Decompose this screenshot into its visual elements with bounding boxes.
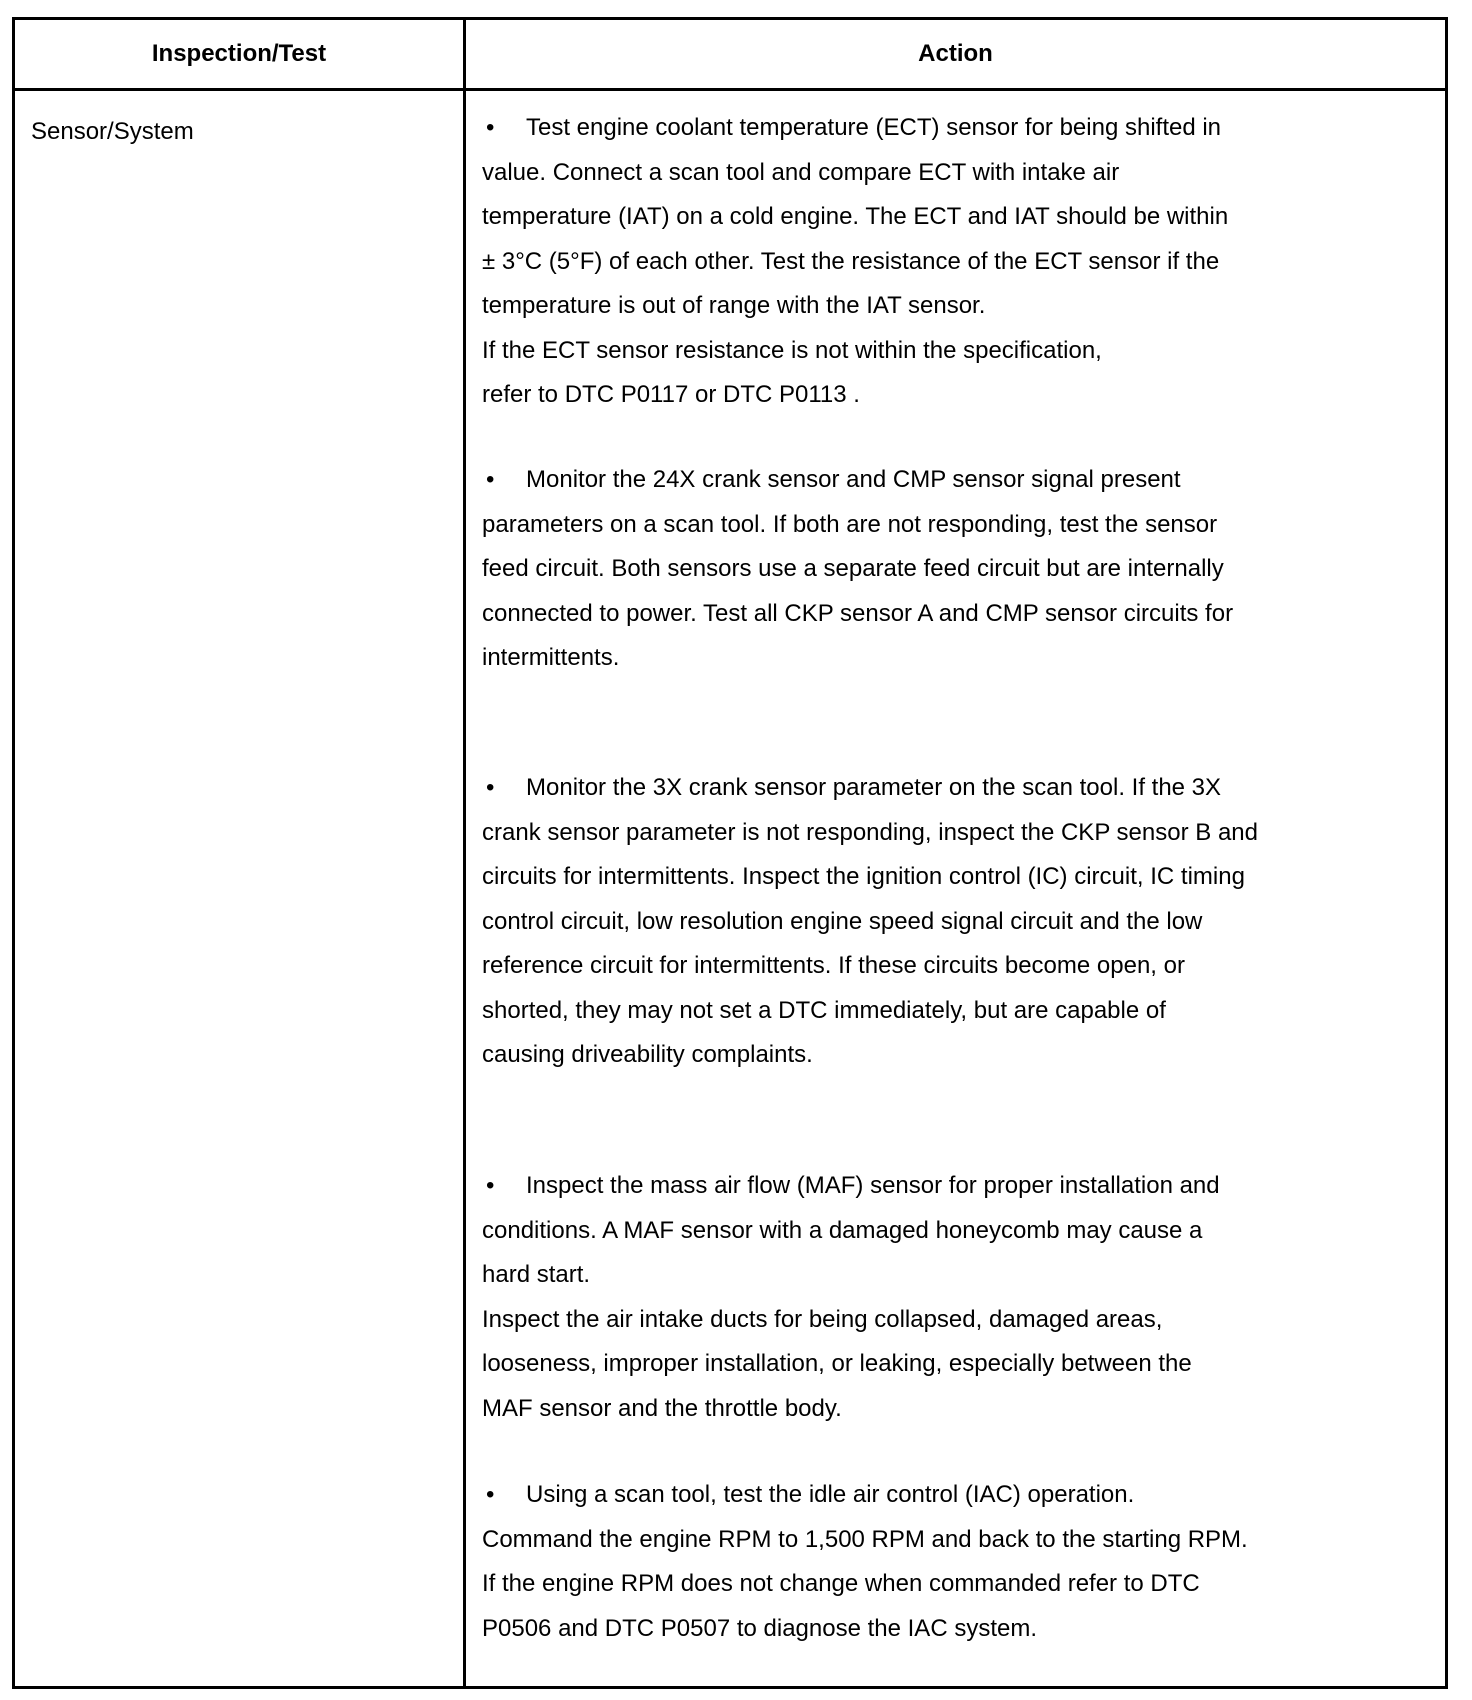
action-line [482,1387,1442,1432]
column-divider [463,20,466,1686]
action-iac-operation [482,1473,1442,1651]
header-action: Action [918,40,993,67]
action-line [482,284,1442,329]
action-text: hard start. [482,1261,591,1288]
action-line [482,811,1442,856]
action-line [482,900,1442,945]
action-text: Monitor the 3X crank sensor parameter on the scan tool. If the 3X [526,774,1222,801]
action-line [482,1342,1442,1387]
bullet-icon: • [486,774,495,801]
action-text: looseness, improper installation, or leaking, especially between the [482,1350,1192,1377]
action-line [482,855,1442,900]
inspection-table [12,17,1448,1689]
action-line [482,503,1442,548]
action-text: intermittents. [482,644,620,671]
bullet-icon: • [486,114,495,141]
action-text: refer to DTC P0117 or DTC P0113 . [482,381,860,408]
action-text: value. Connect a scan tool and compare ECT with intake air [482,158,1120,186]
action-line [482,106,1442,151]
action-line [482,1253,1442,1298]
action-text: connected to power. Test all CKP sensor A and CMP sensor circuits for [482,599,1234,627]
action-text: Command the engine RPM to 1,500 RPM and back to the starting RPM. [482,1525,1248,1553]
action-line [482,1209,1442,1254]
action-line [482,1607,1442,1652]
action-line [482,151,1442,196]
action-text: temperature (IAT) on a cold engine. The ECT and IAT should be within [482,203,1229,230]
action-text: circuits for intermittents. Inspect the ignition control (IC) circuit, IC timing [482,863,1245,890]
action-line [482,240,1442,285]
action-3x-crank-sensor [482,766,1442,1078]
action-line [482,592,1442,637]
bullet-icon: • [486,1172,495,1199]
action-text: Using a scan tool, test the idle air control (IAC) operation. [526,1481,1135,1508]
action-line [482,989,1442,1034]
action-line [482,944,1442,989]
action-line [482,329,1442,374]
bullet-icon: • [486,466,495,493]
inspection-cell: Sensor/System [31,118,194,145]
action-line [482,547,1442,592]
action-line [482,1164,1442,1209]
action-line [482,1298,1442,1343]
bullet-icon: • [486,1481,495,1508]
action-text: causing driveability complaints. [482,1041,813,1068]
action-line [482,373,1442,418]
action-maf-sensor [482,1164,1442,1431]
action-text: reference circuit for intermittents. If these circuits become open, or [482,952,1185,979]
action-text: MAF sensor and the throttle body. [482,1394,842,1422]
action-text: feed circuit. Both sensors use a separate feed circuit but are internally [482,555,1224,582]
action-text: temperature is out of range with the IAT sensor. [482,292,986,319]
header-divider [15,88,1445,91]
action-line [482,636,1442,681]
action-text: If the engine RPM does not change when commanded refer to DTC [482,1570,1200,1597]
action-text: Inspect the mass air flow (MAF) sensor for proper installation and [526,1172,1220,1199]
action-text: conditions. A MAF sensor with a damaged honeycomb may cause a [482,1216,1203,1244]
header-inspection-test: Inspection/Test [151,40,327,67]
action-line [482,1562,1442,1607]
action-line [482,1518,1442,1563]
action-24x-crank-sensor [482,458,1442,681]
action-text: crank sensor parameter is not responding, inspect the CKP sensor B and [482,818,1258,846]
action-text: P0506 and DTC P0507 to diagnose the IAC system. [482,1614,1037,1642]
action-line [482,1473,1442,1518]
action-ect-sensor [482,106,1442,418]
action-text: shorted, they may not set a DTC immediately, but are capable of [482,996,1166,1024]
action-text: Monitor the 24X crank sensor and CMP sensor signal present [526,466,1181,493]
action-text: Inspect the air intake ducts for being collapsed, damaged areas, [482,1305,1163,1333]
action-line [482,195,1442,240]
action-text: parameters on a scan tool. If both are not responding, test the sensor [482,510,1218,538]
action-text: control circuit, low resolution engine speed signal circuit and the low [482,907,1203,935]
action-text: Test engine coolant temperature (ECT) sensor for being shifted in [526,114,1222,141]
action-line [482,766,1442,811]
action-line [482,1033,1442,1078]
action-text: If the ECT sensor resistance is not within the specification, [482,336,1102,364]
action-line [482,458,1442,503]
action-text: ± 3°C (5°F) of each other. Test the resistance of the ECT sensor if the [482,247,1220,275]
